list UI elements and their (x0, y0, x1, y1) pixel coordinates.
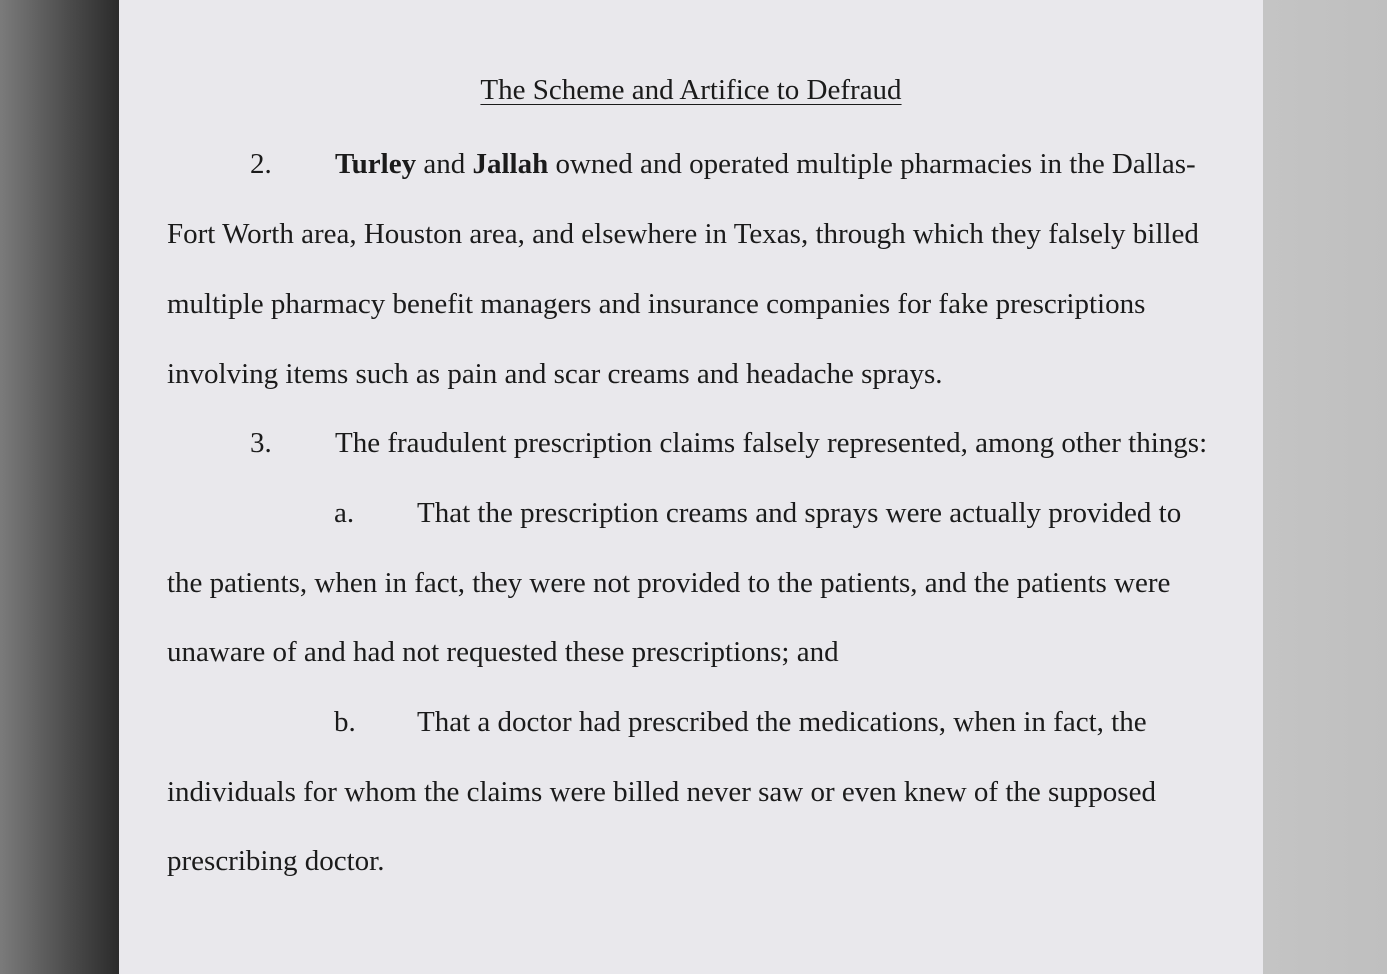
paragraph-line: Fort Worth area, Houston area, and elsewhere in Texas, through which they falsely billed (167, 218, 1199, 250)
subitem-line: prescribing doctor. (167, 845, 385, 877)
defendant-name: Jallah (472, 148, 549, 180)
subitem-line: individuals for whom the claims were billed never saw or even knew of the supposed (167, 776, 1156, 808)
subitem-line: unaware of and had not requested these prescriptions; and (167, 636, 839, 668)
section-heading: The Scheme and Artifice to Defraud (480, 74, 902, 106)
document-page (119, 0, 1263, 974)
paragraph-line: The fraudulent prescription claims falsely represented, among other things: (335, 427, 1208, 459)
paragraph-number: 2. (250, 148, 272, 180)
subitem-line: That the prescription creams and sprays were actually provided to (417, 497, 1182, 529)
background-right (1263, 0, 1387, 974)
paragraph-line: involving items such as pain and scar creams and headache sprays. (167, 358, 943, 390)
subitem-label: a. (334, 497, 355, 529)
defendant-name: Turley (335, 148, 417, 180)
subitem-line: the patients, when in fact, they were not provided to the patients, and the patients were (167, 567, 1171, 599)
text-span: owned and operated multiple pharmacies in the Dallas- (548, 148, 1196, 180)
text-span: and (416, 148, 473, 180)
background-left-shadow (0, 0, 119, 974)
paragraph-line: multiple pharmacy benefit managers and insurance companies for fake prescriptions (167, 288, 1146, 320)
subitem-line: That a doctor had prescribed the medications, when in fact, the (417, 706, 1147, 738)
subitem-label: b. (334, 706, 356, 738)
paragraph-line (335, 146, 1196, 182)
paragraph-number: 3. (250, 427, 272, 459)
